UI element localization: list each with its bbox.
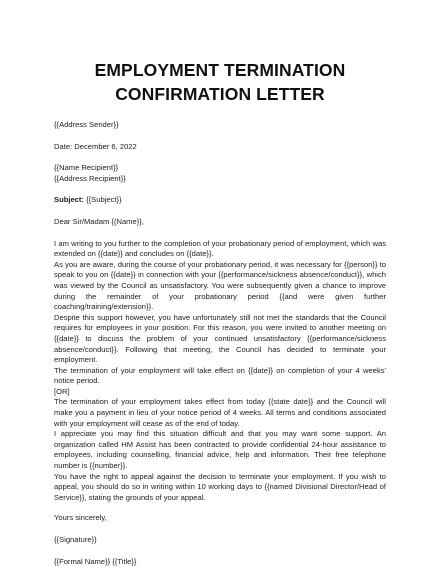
letter-body	[54, 120, 386, 567]
subject-label: Subject:	[54, 195, 84, 205]
paragraph-aware: As you are aware, during the course of your probationary period, it was necessary for {{person}} to speak to you on {{date}} in connection with your {{performance/sickness absence/conduct}}, which was viewed by the Council as unsatisfactory. You were subsequently given a chance to improve during the remainder of your probationary period {{and were given further coaching/training/extension}}.	[54, 259, 386, 312]
paragraph-notice: The termination of your employment will take effect on {{date}} on completion of your 4 weeks' notice period.	[54, 365, 386, 386]
paragraph-despite: Despite this support however, you have unfortunately still not met the standards that the Council requires for employees in your position. For this reason, you were invited to another meeting on {{date}} to discuss the problem of your continued unsatisfactory {{performance/sickness absence/conduct}}. Following that meeting, the Council has decided to terminate your employment.	[54, 312, 386, 365]
paragraph-payment: The termination of your employment takes effect from today {{state date}} and the Council will make you a payment in lieu of your notice period of 4 weeks. All terms and conditions associated with your employment will cease as of the end of today.	[54, 397, 386, 428]
paragraph-or: [OR]	[54, 386, 70, 396]
subject-value: {{Subject}}	[83, 195, 122, 205]
letter-title	[54, 58, 386, 106]
recipient-name: {{Name Recipient}}	[54, 163, 119, 173]
paragraph-probation: I am writing to you further to the completion of your probationary period of employment, which was extended on {{date}} and concludes on {{date}}.	[54, 238, 386, 259]
closing: Yours sincerely,	[54, 513, 107, 523]
subject-line	[54, 195, 386, 206]
address-sender: {{Address Sender}}	[54, 120, 119, 129]
salutation: Dear Sir/Madam {{Name}},	[54, 216, 144, 226]
signature: {{Signature}}	[54, 535, 97, 544]
title-line-1: EMPLOYMENT TERMINATION	[94, 60, 346, 80]
formal-name: {{Formal Name}} {{Title}}	[54, 556, 137, 566]
paragraph-appeal: You have the right to appeal against the decision to terminate your employment. If you wish to appeal, you should do so in writing within 10 working days to {{named Divisional Director/Head of Service}}, stating the grounds of your appeal.	[54, 471, 386, 502]
recipient-address: {{Address Recipient}}	[54, 173, 126, 183]
paragraph-support: I appreciate you may find this situation difficult and that you may want some support. An organization called HM Assist has been contracted to provide confidential 24-hour assistance to employees, including counselling, financial advice, help and information. Their free telephone number is {{number}}.	[54, 429, 386, 471]
title-line-2: CONFIRMATION LETTER	[115, 84, 325, 104]
date-line: Date: December 6, 2022	[54, 141, 137, 151]
